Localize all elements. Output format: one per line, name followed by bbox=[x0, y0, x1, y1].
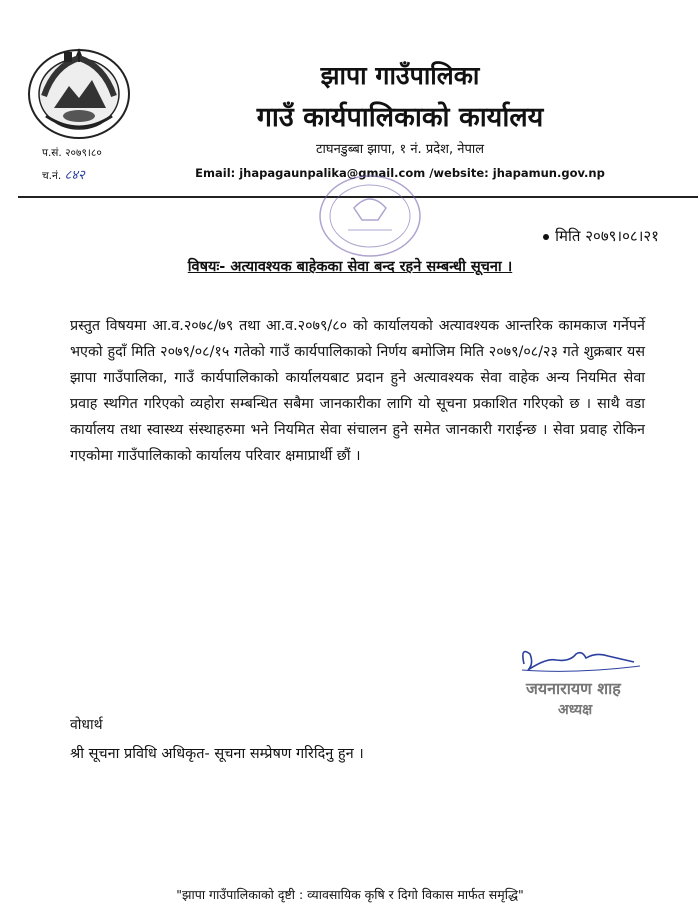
office-address: टाघनडुब्बा झापा, १ नं. प्रदेश, नेपाल bbox=[315, 142, 485, 157]
ref-patra-sankhya bbox=[42, 146, 102, 160]
cc-title: वोधार्थ bbox=[70, 717, 103, 733]
date-line bbox=[543, 226, 659, 246]
ref-cn-value: ८४२ bbox=[64, 168, 85, 183]
nepal-emblem-logo bbox=[24, 46, 134, 142]
date-text: मिति २०७९।०८।२१ bbox=[555, 227, 659, 245]
stamp-name: जयनारायण शाह bbox=[526, 679, 621, 698]
signature-stamp bbox=[516, 640, 646, 720]
notice-body: प्रस्तुत विषयमा आ.व.२०७८/७९ तथा आ.व.२०७९/८० को कार्यालयको अत्यावश्यक आन्तरिक कामकाज गर्नेपर्ने भएको हुदाँ मिति २०७९/०८/१५ गतेको गाउँ कार्यपालिकाको निर्णय बमोजिम मिति २०७९/०८/२३ गते शुक्रबार यस झापा गाउँपालिका, गाउँ कार्यपालिकाको कार्यालयबाट प्रदान हुने अत्यावश्यक सेवा वाहेक अन्य नियमित सेवा प्रवाह स्थगित गरिएको व्यहोरा सम्बन्धित सबैमा जानकारीका लागि यो सूचना प्रकाशित गरिएको छ । साथै वडा कार्यालय तथा स्वास्थ्य संस्थाहरुमा भने नियमित सेवा संचालन हुने समेत जानकारी गराईन्छ । सेवा प्रवाह रोकिन गएकोमा गाउँपालिकाको कार्यालय परिवार क्षमाप्रार्थी छौं । bbox=[70, 318, 645, 464]
office-name: गाउँ कार्यपालिकाको कार्यालय bbox=[256, 102, 544, 133]
contact-line: Email: jhapagaunpalika@gmail.com /website: jhapamun.gov.np bbox=[195, 166, 605, 180]
bullet-dot bbox=[543, 234, 549, 240]
cc-recipient: श्री सूचना प्रविधि अधिकृत- सूचना सम्प्रेषण गरिदिनु हुन । bbox=[70, 746, 364, 762]
subject-line bbox=[120, 256, 580, 276]
stamp-title: अध्यक्ष bbox=[558, 702, 593, 718]
ref-ps-label: प.सं. bbox=[42, 147, 62, 159]
ref-chalani-number bbox=[42, 165, 85, 183]
footer-motto: "झापा गाउँपालिकाको दृष्टी : व्यावसायिक कृषि र दिगो विकास मार्फत समृद्धि" bbox=[176, 887, 524, 902]
ref-ps-value: २०७९।८० bbox=[65, 147, 102, 159]
org-name: झापा गाउँपालिका bbox=[320, 61, 480, 90]
subject-text: विषयः- अत्यावश्यक बाहेकका सेवा बन्द रहने सम्बन्धी सूचना । bbox=[187, 259, 513, 275]
ref-cn-label: च.नं. bbox=[42, 170, 62, 182]
office-seal-stamp bbox=[318, 174, 422, 258]
